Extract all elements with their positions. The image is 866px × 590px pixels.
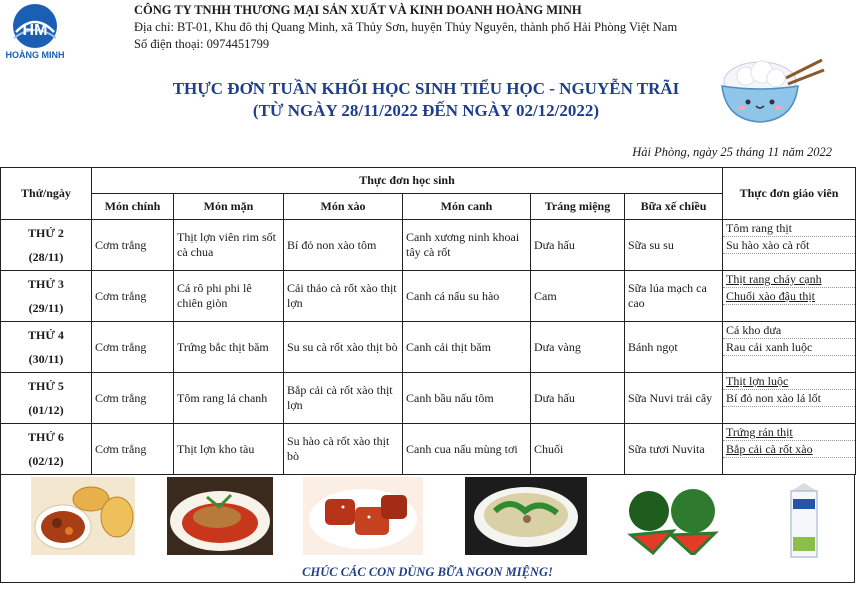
cell-dessert: Chuối xyxy=(531,424,625,475)
company-phone: Số điện thoại: 0974451799 xyxy=(134,37,270,51)
title-line-2: (TỪ NGÀY 28/11/2022 ĐẾN NGÀY 02/12/2022) xyxy=(252,101,600,120)
dateline: Hải Phòng, ngày 25 tháng 11 năm 2022 xyxy=(632,145,832,159)
braised-pork-icon xyxy=(303,477,423,555)
teacher-dish: Rau cải xanh luộc xyxy=(723,339,855,356)
cell-stirfry: Su hào cà rốt xào thịt bò xyxy=(284,424,403,475)
day-date: (28/11) xyxy=(28,249,64,264)
cell-stirfry: Su su cà rốt xào thịt bò xyxy=(284,322,403,373)
teacher-dish: Tôm rang thịt xyxy=(723,220,855,237)
day-name: THỨ 4 xyxy=(28,327,64,342)
day-cell xyxy=(1,220,92,271)
cell-teacher xyxy=(723,373,856,424)
cell-dessert: Cam xyxy=(531,271,625,322)
teacher-dish: Trứng rán thịt xyxy=(723,424,855,441)
cell-stirfry: Bắp cải cà rốt xào thịt lợn xyxy=(284,373,403,424)
day-name: THỨ 5 xyxy=(28,378,64,393)
menu-title xyxy=(90,78,762,122)
cell-afternoon: Sữa tươi Nuvita xyxy=(625,424,723,475)
day-name: THỨ 3 xyxy=(28,276,64,291)
company-name: CÔNG TY TNHH THƯƠNG MẠI SẢN XUẤT VÀ KINH DOANH HOÀNG MINH xyxy=(134,3,582,17)
fish-dish-icon xyxy=(167,477,273,555)
cell-afternoon: Bánh ngọt xyxy=(625,322,723,373)
logo-initials: HM xyxy=(22,22,48,39)
cell-afternoon: Sữa su su xyxy=(625,220,723,271)
rice-bowl-icon xyxy=(716,48,826,128)
cell-savory: Cá rô phi phi lê chiên giòn xyxy=(174,271,284,322)
cell-teacher xyxy=(723,271,856,322)
closing-message: CHÚC CÁC CON DÙNG BỮA NGON MIỆNG! xyxy=(302,565,553,579)
header-col-soup: Món canh xyxy=(403,194,531,220)
cell-soup: Canh cải thịt băm xyxy=(403,322,531,373)
teacher-dish: Chuối xào đậu thịt xyxy=(723,288,855,305)
cell-soup: Canh xương ninh khoai tây cà rốt xyxy=(403,220,531,271)
day-cell xyxy=(1,373,92,424)
day-cell xyxy=(1,271,92,322)
cell-dessert: Dưa hấu xyxy=(531,373,625,424)
cell-teacher xyxy=(723,322,856,373)
logo-brand: HOÀNG MINH xyxy=(5,50,65,60)
cell-teacher xyxy=(723,424,856,475)
day-cell xyxy=(1,322,92,373)
header-col-afternoon: Bữa xế chiều xyxy=(625,194,723,220)
header-col-main: Món chính xyxy=(92,194,174,220)
cell-soup: Canh cua nấu mùng tơi xyxy=(403,424,531,475)
header-day: Thứ/ngày xyxy=(1,168,92,220)
day-name: THỨ 6 xyxy=(28,429,64,444)
day-date: (29/11) xyxy=(28,300,64,315)
cell-soup: Canh cá nấu su hào xyxy=(403,271,531,322)
cell-afternoon: Sữa Nuvi trái cây xyxy=(625,373,723,424)
cell-dessert: Dưa vàng xyxy=(531,322,625,373)
teacher-dish: Su hào xào cà rốt xyxy=(723,237,855,254)
table-row xyxy=(1,220,856,271)
teacher-dish: Thịt lợn luộc xyxy=(723,373,855,390)
cell-teacher xyxy=(723,220,856,271)
cell-main: Cơm trắng xyxy=(92,322,174,373)
soup-bowl-icon xyxy=(465,477,587,555)
cell-stirfry: Bí đỏ non xào tôm xyxy=(284,220,403,271)
teacher-dish: Thịt rang cháy cạnh xyxy=(723,271,855,288)
day-date: (01/12) xyxy=(28,402,64,417)
table-row xyxy=(1,271,856,322)
cell-dessert: Dưa hấu xyxy=(531,220,625,271)
day-cell xyxy=(1,424,92,475)
watermelon-icon xyxy=(625,485,721,555)
company-address: Địa chỉ: BT-01, Khu đô thị Quang Minh, xã Thủy Sơn, huyện Thủy Nguyên, thành phố Hải Phòng Việt Nam xyxy=(134,20,678,34)
cell-soup: Canh bầu nấu tôm xyxy=(403,373,531,424)
header-col-stirfry: Món xào xyxy=(284,194,403,220)
company-info xyxy=(134,2,677,53)
cell-main: Cơm trắng xyxy=(92,373,174,424)
teacher-dish: Cá kho dưa xyxy=(723,322,855,339)
day-date: (02/12) xyxy=(28,453,64,468)
header-col-savory: Món mặn xyxy=(174,194,284,220)
cell-savory: Thịt lợn kho tàu xyxy=(174,424,284,475)
title-line-1: THỰC ĐƠN TUẦN KHỐI HỌC SINH TIỂU HỌC - NGUYỄN TRÃI xyxy=(172,79,680,98)
teacher-dish: Bắp cải cà rốt xào xyxy=(723,441,855,458)
bread-stew-icon xyxy=(31,477,135,555)
header-col-dessert: Tráng miệng xyxy=(531,194,625,220)
cell-savory: Thịt lợn viên rim sốt cà chua xyxy=(174,220,284,271)
cell-stirfry: Cải thảo cà rốt xào thịt lợn xyxy=(284,271,403,322)
cell-main: Cơm trắng xyxy=(92,271,174,322)
cell-main: Cơm trắng xyxy=(92,220,174,271)
cell-savory: Tôm rang lá chanh xyxy=(174,373,284,424)
header-student-menu: Thực đơn học sinh xyxy=(92,168,723,194)
table-row xyxy=(1,373,856,424)
milk-carton-icon xyxy=(785,481,823,559)
day-date: (30/11) xyxy=(28,351,64,366)
day-name: THỨ 2 xyxy=(28,225,64,240)
table-row xyxy=(1,322,856,373)
cell-afternoon: Sữa lúa mạch ca cao xyxy=(625,271,723,322)
header-teacher-menu: Thực đơn giáo viên xyxy=(723,168,856,220)
table-row xyxy=(1,424,856,475)
teacher-dish: Bí đỏ non xào lá lốt xyxy=(723,390,855,407)
weekly-menu-table xyxy=(0,167,856,475)
cell-savory: Trứng bắc thịt băm xyxy=(174,322,284,373)
cell-main: Cơm trắng xyxy=(92,424,174,475)
